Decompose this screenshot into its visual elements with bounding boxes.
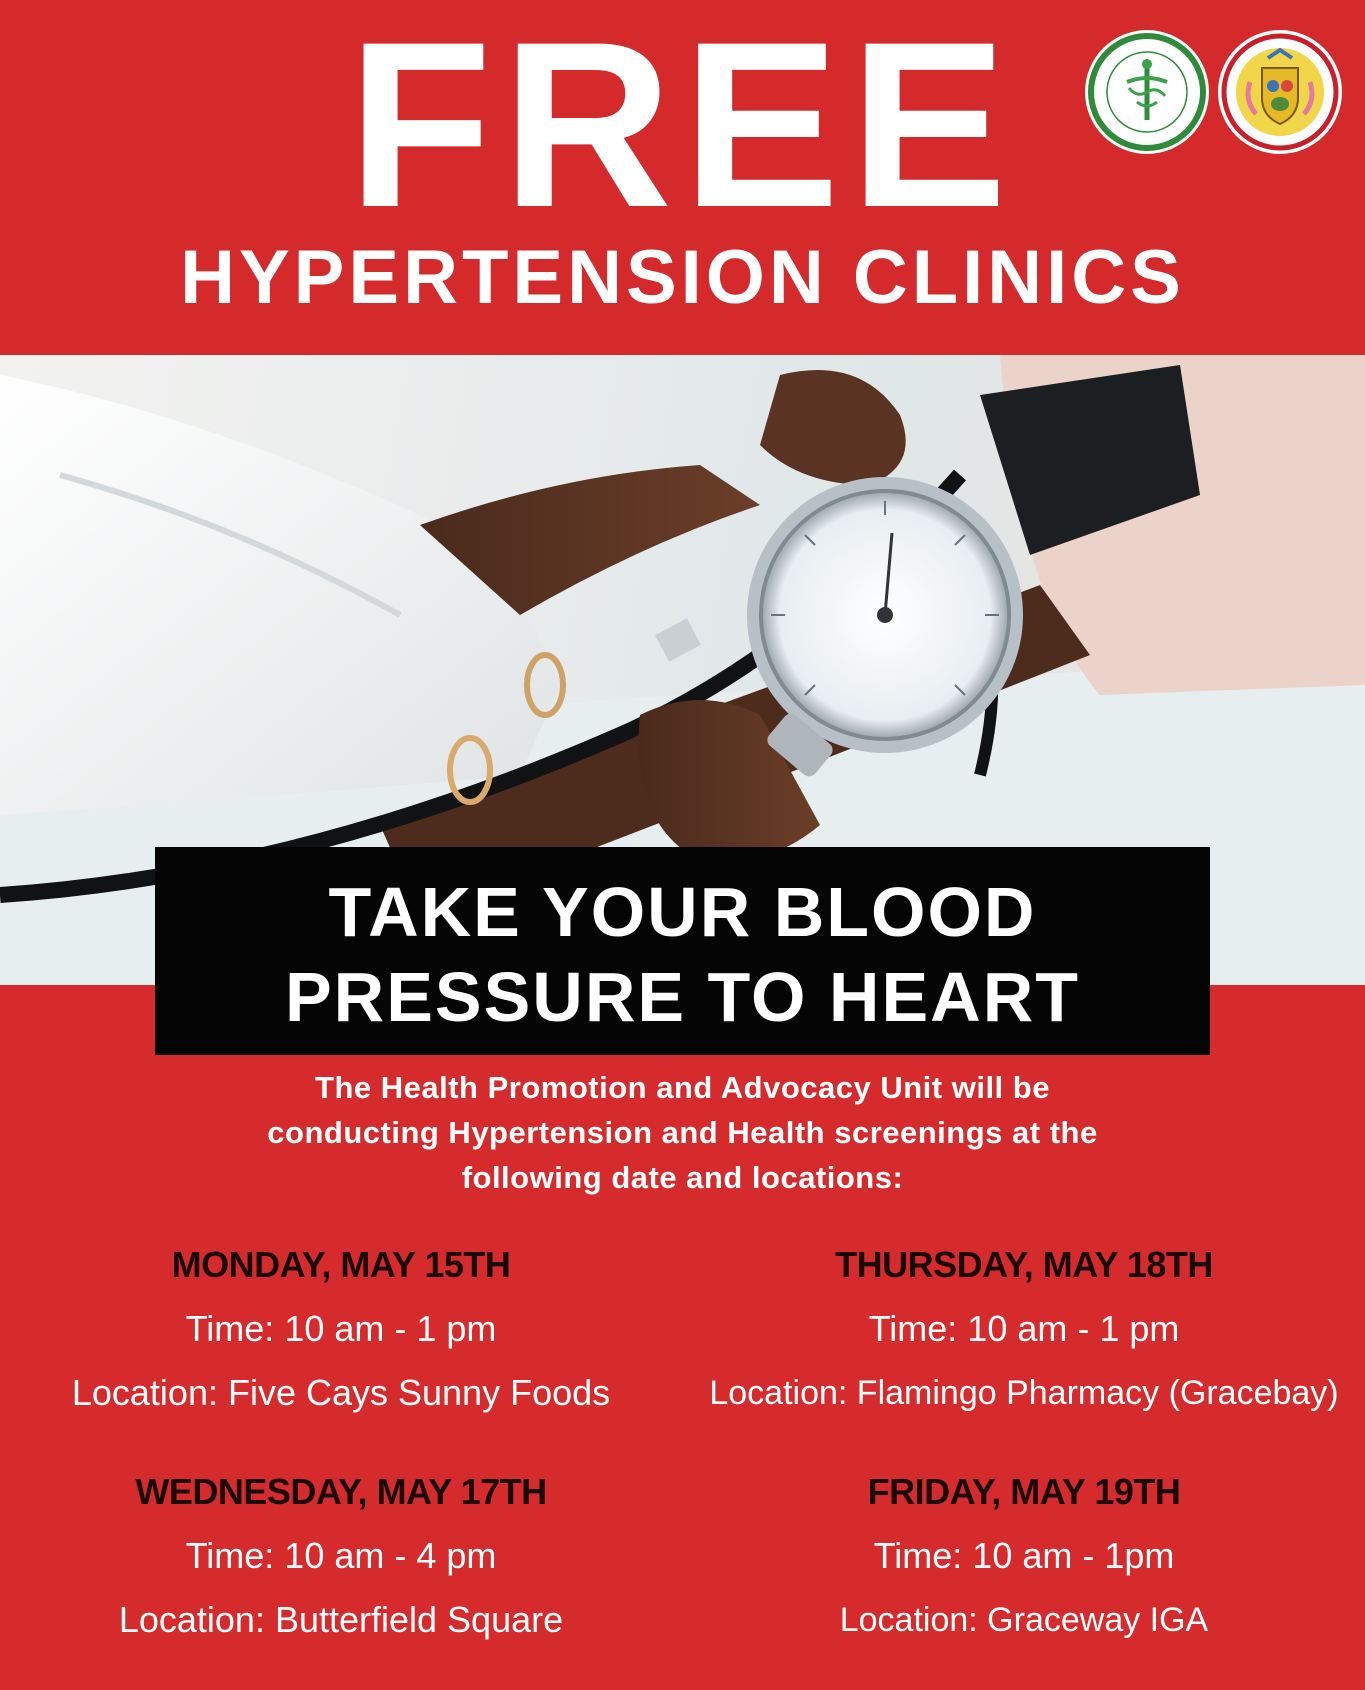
event-location: Location: Flamingo Pharmacy (Gracebay)	[709, 1374, 1339, 1412]
intro-line-1: The Health Promotion and Advocacy Unit will be	[315, 1070, 1050, 1105]
headline-banner	[155, 847, 1210, 1055]
headline-subtitle: HYPERTENSION CLINICS	[180, 235, 1185, 320]
intro-paragraph	[0, 1065, 1365, 1200]
event-monday	[0, 1245, 682, 1413]
event-time: Time: 10 am - 1 pm	[868, 1308, 1180, 1349]
event-location: Location: Graceway IGA	[839, 1601, 1209, 1639]
coat-of-arms-icon	[1216, 28, 1344, 156]
event-time: Time: 10 am - 4 pm	[185, 1535, 497, 1576]
event-time: Time: 10 am - 1 pm	[185, 1308, 497, 1349]
banner-line-2: PRESSURE TO HEART	[284, 958, 1081, 1036]
event-wednesday	[0, 1472, 682, 1640]
event-day: WEDNESDAY, MAY 17TH	[135, 1471, 547, 1512]
event-location: Location: Five Cays Sunny Foods	[71, 1372, 611, 1413]
ministry-of-health-seal-icon	[1083, 28, 1211, 156]
event-location: Location: Butterfield Square	[118, 1599, 564, 1640]
event-time: Time: 10 am - 1pm	[873, 1535, 1175, 1576]
event-day: FRIDAY, MAY 19TH	[867, 1471, 1181, 1512]
intro-line-3: following date and locations:	[461, 1160, 904, 1195]
banner-line-1: TAKE YOUR BLOOD	[328, 873, 1037, 951]
headline-free: FREE	[347, 0, 1018, 257]
event-day: MONDAY, MAY 15TH	[171, 1244, 511, 1285]
intro-line-2: conducting Hypertension and Health screenings at the	[267, 1115, 1098, 1150]
event-day: THURSDAY, MAY 18TH	[835, 1244, 1213, 1285]
event-thursday	[683, 1245, 1365, 1413]
event-friday	[683, 1472, 1365, 1640]
